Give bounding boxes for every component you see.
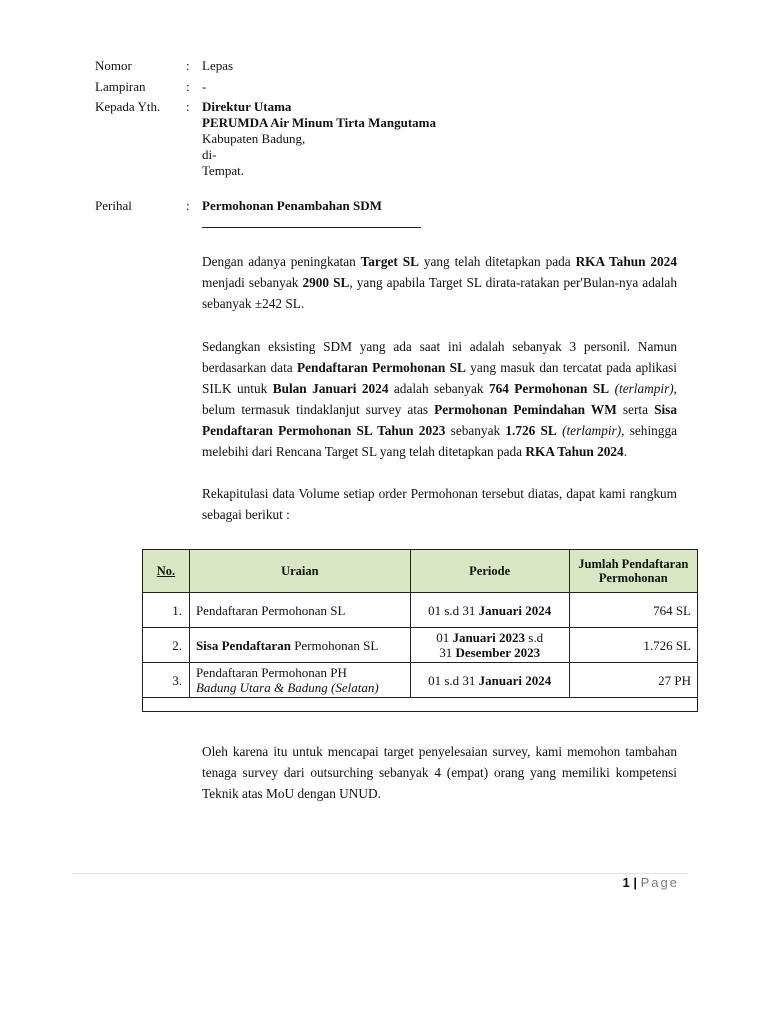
bold-text-run: Pendaftaran Permohonan SL (296, 360, 466, 375)
text-run: Sedangkan eksisting SDM yang ada saat ini adalah sebanyak 3 personil. Namun berdasarkan data (202, 339, 677, 375)
lampiran-colon: : (186, 79, 190, 94)
bold-text-run: Januari 2023 (452, 630, 526, 645)
text-run: adalah sebanyak (388, 381, 489, 396)
text-run: 31 (439, 645, 456, 660)
page-number: 1 (622, 875, 630, 890)
kepada-label: Kepada Yth. (95, 99, 161, 114)
row-no: 1. (143, 593, 190, 628)
text-run: yang telah ditetapkan pada (418, 254, 576, 269)
text-run: , belum termasuk tindaklanjut survey atas (202, 381, 677, 417)
text-run: 01 (436, 630, 453, 645)
bold-text-run: 1.726 SL (505, 423, 557, 438)
summary-table (142, 549, 698, 712)
nomor-label: Nomor (95, 58, 132, 73)
text-run: serta (616, 402, 655, 417)
lampiran-value: - (202, 79, 207, 94)
row-periode (410, 663, 569, 698)
table-row (143, 593, 698, 628)
perihal-colon: : (186, 198, 190, 213)
page-word: Page (640, 875, 679, 890)
text-run: Pendaftaran Permohonan PH (195, 665, 347, 680)
text-run: menjadi sebanyak (202, 275, 303, 290)
text-run: Dengan adanya peningkatan (202, 254, 361, 269)
row-jumlah: 764 SL (569, 593, 697, 628)
perihal-value: Permohonan Penambahan SDM (202, 198, 382, 213)
header-uraian: Uraian (189, 550, 410, 593)
text-run: . (623, 444, 628, 459)
paragraph-3: Rekapitulasi data Volume setiap order Permohonan tersebut diatas, dapat kami rangkum sebagai berikut : (202, 486, 677, 522)
bold-text-run: Januari 2024 (478, 672, 552, 688)
text-run: , yang apabila Target SL dirata-ratakan per'Bulan-nya adalah sebanyak ±242 SL. (202, 275, 677, 311)
recipient-block (202, 99, 602, 179)
header-no: No. (143, 550, 190, 593)
paragraph-closing: Oleh karena itu untuk mencapai target penyelesaian survey, kami memohon tambahan tenaga survey dari outsurching sebanyak 4 (empat) orang yang memiliki kompetensi Teknik atas MoU dengan UNUD. (202, 744, 677, 801)
bold-text-run: Januari 2024 (478, 602, 552, 618)
bold-text-run: 764 Permohonan SL (488, 381, 610, 396)
header-jumlah: Jumlah Pendaftaran Permohonan (569, 550, 697, 593)
recipient-regency: Kabupaten Badung, (202, 131, 306, 146)
text-run: 01 s.d 31 (428, 602, 479, 618)
recipient-di: di- (202, 147, 217, 162)
row-uraian (189, 593, 410, 628)
row-periode (410, 593, 569, 628)
nomor-colon: : (186, 58, 190, 73)
row-periode (410, 628, 569, 663)
paragraph-1 (202, 251, 677, 314)
text-run: Pendaftaran Permohonan SL (195, 602, 346, 618)
perihal-underline (202, 227, 421, 228)
footer-rule (72, 873, 688, 874)
page-footer (560, 875, 679, 890)
lampiran-label: Lampiran (95, 79, 146, 94)
row-uraian (189, 628, 410, 663)
empty-cell (143, 698, 698, 712)
recipient-title: Direktur Utama (202, 99, 292, 114)
italic-text-run: (terlampir) (614, 381, 674, 396)
bold-text-run: RKA Tahun 2024 (575, 254, 677, 269)
row-jumlah: 27 PH (569, 663, 697, 698)
table-empty-row (143, 698, 698, 712)
kepada-colon: : (186, 99, 190, 114)
text-run: Permohonan SL (290, 637, 379, 653)
bold-text-run: 2900 SL (302, 275, 350, 290)
row-no: 2. (143, 628, 190, 663)
bold-text-run: Sisa Pendaftaran (195, 637, 291, 653)
bold-text-run: Target SL (360, 254, 419, 269)
nomor-value: Lepas (202, 58, 234, 73)
bold-text-run: Desember 2023 (455, 645, 541, 660)
table-row (143, 628, 698, 663)
perihal-label: Perihal (95, 198, 132, 213)
bold-text-run: Sisa Pendaftaran Permohonan SL Tahun 2023 (202, 402, 677, 438)
recipient-company: PERUMDA Air Minum Tirta Mangutama (202, 115, 437, 130)
page-separator: | (633, 875, 637, 890)
bold-text-run: Permohonan Pemindahan WM (434, 402, 617, 417)
table-header-row (143, 550, 698, 593)
text-run: , sehingga melebihi dari Rencana Target SL yang telah ditetapkan pada (202, 423, 677, 459)
header-periode: Periode (410, 550, 569, 593)
text-run: sebanyak (445, 423, 506, 438)
text-run: yang masuk dan tercatat pada aplikasi SILK untuk (202, 360, 677, 396)
recipient-place: Tempat. (202, 163, 245, 178)
row-no: 3. (143, 663, 190, 698)
row-uraian (189, 663, 410, 698)
italic-text-run: Badung Utara & Badung (Selatan) (195, 680, 379, 695)
bold-text-run: Bulan Januari 2024 (272, 381, 389, 396)
text-run: 01 s.d 31 (428, 672, 479, 688)
text-run: s.d (525, 630, 544, 645)
table-row (143, 663, 698, 698)
paragraph-2 (202, 336, 677, 462)
row-jumlah: 1.726 SL (569, 628, 697, 663)
italic-text-run: (terlampir) (562, 423, 622, 438)
bold-text-run: RKA Tahun 2024 (525, 444, 624, 459)
